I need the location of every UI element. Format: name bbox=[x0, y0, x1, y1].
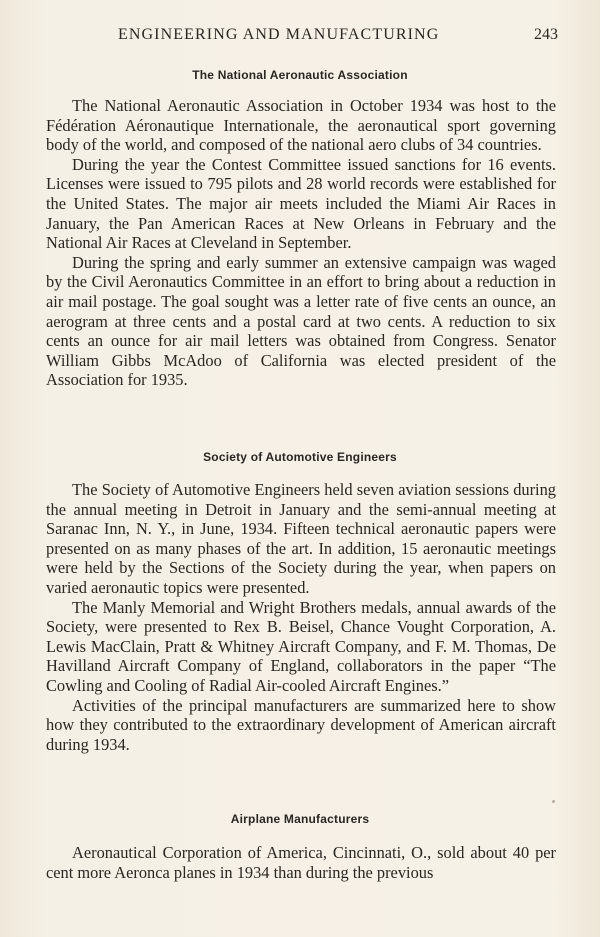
paragraph: During the year the Contest Committee issued sanctions for 16 events. Licenses were issued to 795 pilots and 28 world records were established for the United States. The major air meets included the Miami Air Races in January, the Pan American Races at New Orleans in February and the National Air Races at Cleveland in September. bbox=[46, 154, 556, 253]
section-body-sae bbox=[46, 480, 556, 754]
paragraph: The Society of Automotive Engineers held seven aviation sessions during the annual meeting in Detroit in January and the semi-annual meeting at Saranac Inn, N. Y., in June, 1934. Fifteen technical aeronautic papers were presented on as many phases of the art. In addition, 15 aeronautic meetings were held by the Sections of the Society during the year, when papers on varied aeronautic topics were presented. bbox=[46, 480, 556, 597]
section-heading-naa: The National Aeronautic Association bbox=[192, 68, 408, 82]
section-body-airplane-manufacturers bbox=[46, 843, 556, 882]
running-head bbox=[118, 26, 560, 48]
paragraph: During the spring and early summer an extensive campaign was waged by the Civil Aeronautics Committee in an effort to bring about a reduction in air mail postage. The goal sought was a letter rate of five cents an ounce, an aerogram at three cents and a postal card at two cents. A reduction to six cents an ounce for air mail letters was obtained from Congress. Senator William Gibbs McAdoo of California was elected president of the Association for 1935. bbox=[46, 252, 556, 390]
section-heading-airplane-manufacturers: Airplane Manufacturers bbox=[230, 812, 370, 826]
paper-speck bbox=[552, 800, 555, 803]
running-title: ENGINEERING AND MANUFACTURING bbox=[118, 26, 440, 43]
paragraph: The National Aeronautic Association in October 1934 was host to the Fédération Aéronautique Internationale, the aeronautical sport governing body of the world, and composed of the national aero clubs of 34 countries. bbox=[46, 96, 556, 155]
paragraph: The Manly Memorial and Wright Brothers medals, annual awards of the Society, were presented to Rex B. Beisel, Chance Vought Corporation, A. Lewis MacClain, Pratt & Whitney Aircraft Company, and F. M. Thomas, De Havilland Aircraft Company of England, collaborators in the paper “The Cowling and Cooling of Radial Air-cooled Aircraft Engines.” bbox=[46, 597, 556, 695]
section-body-naa bbox=[46, 96, 556, 390]
paragraph: Activities of the principal manufacturers are summarized here to show how they contributed to the extraordinary development of American aircraft during 1934. bbox=[46, 695, 556, 754]
page-number: 243 bbox=[534, 26, 558, 43]
section-heading-sae: Society of Automotive Engineers bbox=[203, 450, 397, 464]
paragraph: Aeronautical Corporation of America, Cincinnati, O., sold about 40 per cent more Aeronca planes in 1934 than during the previous bbox=[46, 843, 556, 882]
